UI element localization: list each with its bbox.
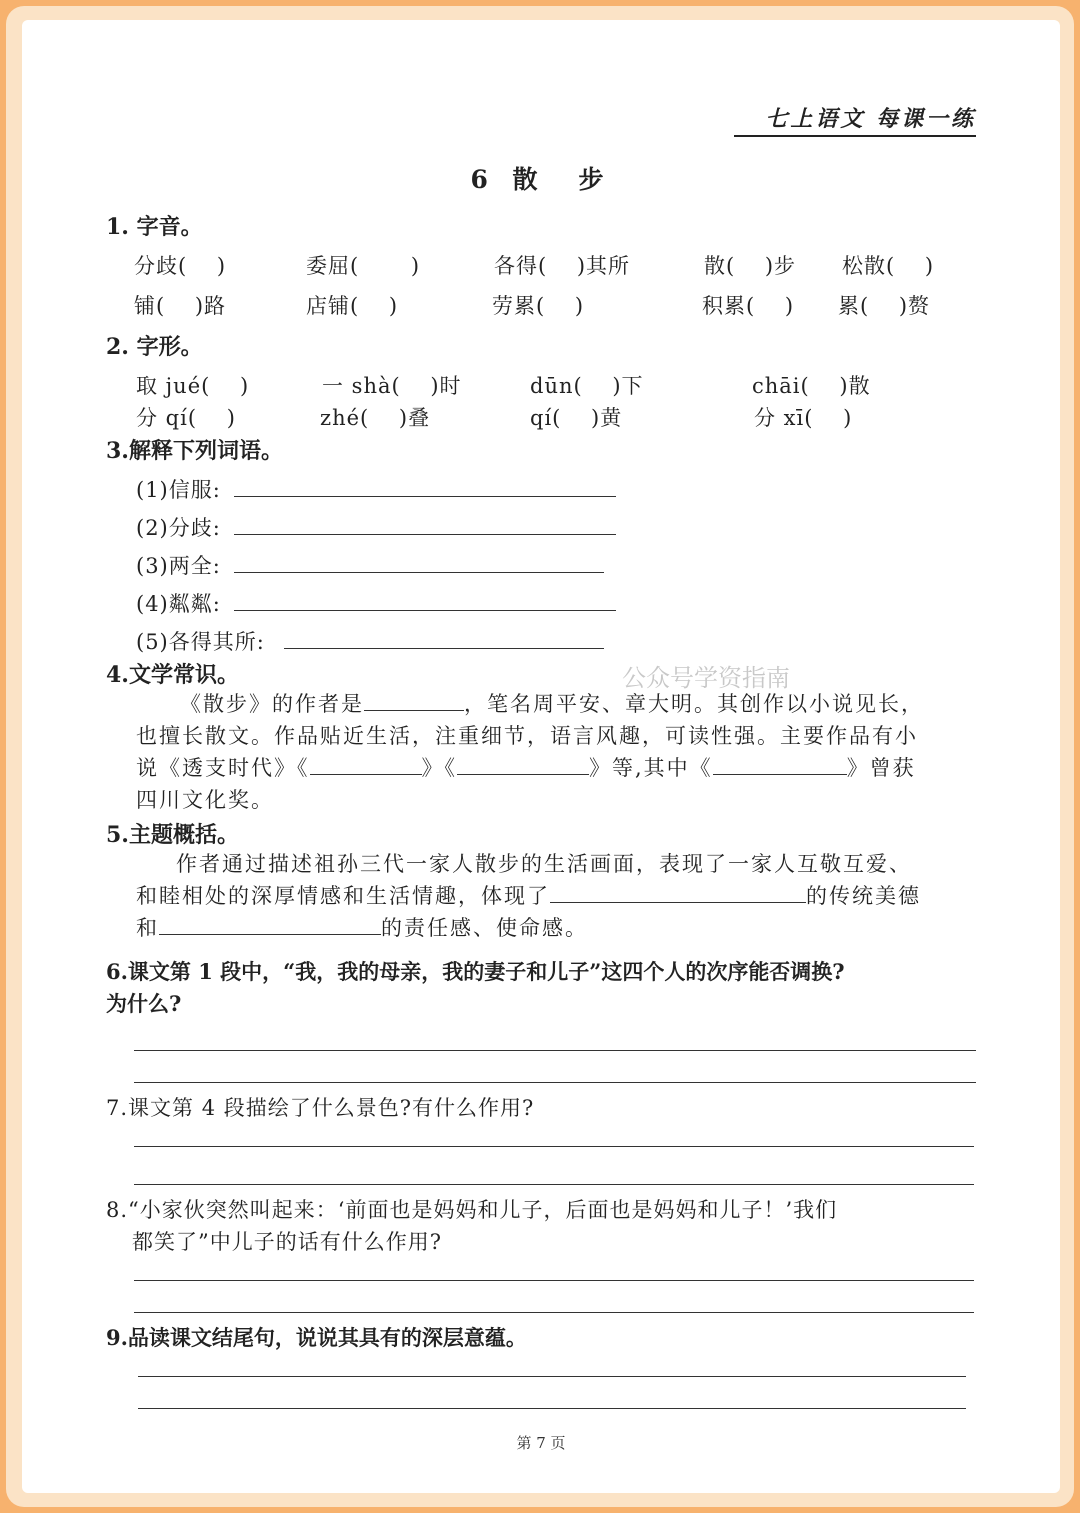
q2-item: 一 shà( )时	[322, 374, 462, 398]
q3-item: (4)粼粼:	[136, 592, 221, 616]
q1-heading: 1. 字音。	[106, 214, 203, 240]
answer-line[interactable]	[284, 648, 604, 649]
q2-item: 分 xī( )	[754, 406, 853, 430]
q2-item: 取 jué( )	[136, 374, 250, 398]
q1-item: 累( )赘	[838, 294, 931, 318]
q1-item: 散( )步	[704, 254, 797, 278]
q3-item: (1)信服:	[136, 478, 221, 502]
q8-text: 8.“小家伙突然叫起来：‘前面也是妈妈和儿子，后面也是妈妈和儿子！’我们	[106, 1198, 838, 1222]
q5-heading: 5.主题概括。	[106, 822, 239, 848]
answer-line[interactable]	[138, 1408, 966, 1409]
q1-item: 店铺( )	[306, 294, 399, 318]
answer-line[interactable]	[134, 1082, 976, 1083]
answer-blank[interactable]	[713, 754, 847, 775]
answer-line[interactable]	[134, 1146, 974, 1147]
q9-text: 9.品读课文结尾句，说说其具有的深层意蕴。	[106, 1325, 527, 1350]
q1-item: 铺( )路	[134, 294, 227, 318]
header-label: 七上语文 每课一练	[734, 102, 976, 137]
q1-item: 积累( )	[702, 294, 795, 318]
answer-blank[interactable]	[364, 690, 464, 711]
worksheet-page	[22, 20, 1060, 1493]
answer-line[interactable]	[138, 1376, 966, 1377]
q2-heading: 2. 字形。	[106, 334, 203, 360]
q1-item: 劳累( )	[492, 294, 585, 318]
q4-text: 《散步》的作者是 ，笔名周平安、章大明。其创作以小说见长，	[180, 692, 924, 716]
q3-item: (2)分歧:	[136, 516, 221, 540]
page-number: 第 7 页	[516, 1434, 566, 1452]
answer-line[interactable]	[234, 534, 616, 535]
q4-heading: 4.文学常识。	[106, 662, 239, 688]
q4-text: 说《透支时代》《 》《 》等,其中《 》曾获	[136, 756, 916, 780]
answer-line[interactable]	[134, 1312, 974, 1313]
q3-item: (5)各得其所:	[136, 630, 265, 654]
q6-text: 为什么?	[106, 991, 182, 1016]
answer-blank[interactable]	[159, 914, 381, 935]
q6-text: 6.课文第 1 段中，“我，我的母亲，我的妻子和儿子”这四个人的次序能否调换?	[106, 959, 845, 984]
answer-line[interactable]	[134, 1184, 974, 1185]
answer-blank[interactable]	[310, 754, 422, 775]
q2-item: chāi( )散	[752, 374, 871, 398]
q1-item: 分歧( )	[134, 254, 227, 278]
q4-text: 也擅长散文。作品贴近生活，注重细节，语言风趣，可读性强。主要作品有小	[136, 724, 918, 748]
q7-text: 7.课文第 4 段描绘了什么景色?有什么作用?	[106, 1096, 535, 1120]
q1-item: 松散( )	[842, 254, 935, 278]
answer-line[interactable]	[234, 496, 616, 497]
page-title: 6 散 步	[470, 165, 612, 194]
answer-line[interactable]	[234, 572, 604, 573]
q2-item: qí( )黄	[530, 406, 623, 430]
watermark: 公众号学资指南	[622, 664, 790, 692]
q2-item: dūn( )下	[530, 374, 644, 398]
answer-blank[interactable]	[457, 754, 589, 775]
q5-text: 和 的责任感、使命感。	[136, 916, 588, 940]
q8-text: 都笑了”中儿子的话有什么作用?	[132, 1230, 442, 1254]
q5-text: 和睦相处的深厚情感和生活情趣，体现了 的传统美德	[136, 884, 921, 908]
answer-blank[interactable]	[550, 882, 806, 903]
q2-item: 分 qí( )	[136, 406, 236, 430]
q3-heading: 3.解释下列词语。	[106, 438, 283, 464]
answer-line[interactable]	[134, 1050, 976, 1051]
q1-item: 委屈( )	[306, 254, 421, 278]
answer-line[interactable]	[234, 610, 616, 611]
q3-item: (3)两全:	[136, 554, 221, 578]
q5-text: 作者通过描述祖孙三代一家人散步的生活画面，表现了一家人互敬互爱、	[176, 852, 912, 876]
q1-item: 各得( )其所	[494, 254, 631, 278]
q2-item: zhé( )叠	[320, 406, 431, 430]
q4-text: 四川文化奖。	[136, 788, 274, 812]
answer-line[interactable]	[134, 1280, 974, 1281]
